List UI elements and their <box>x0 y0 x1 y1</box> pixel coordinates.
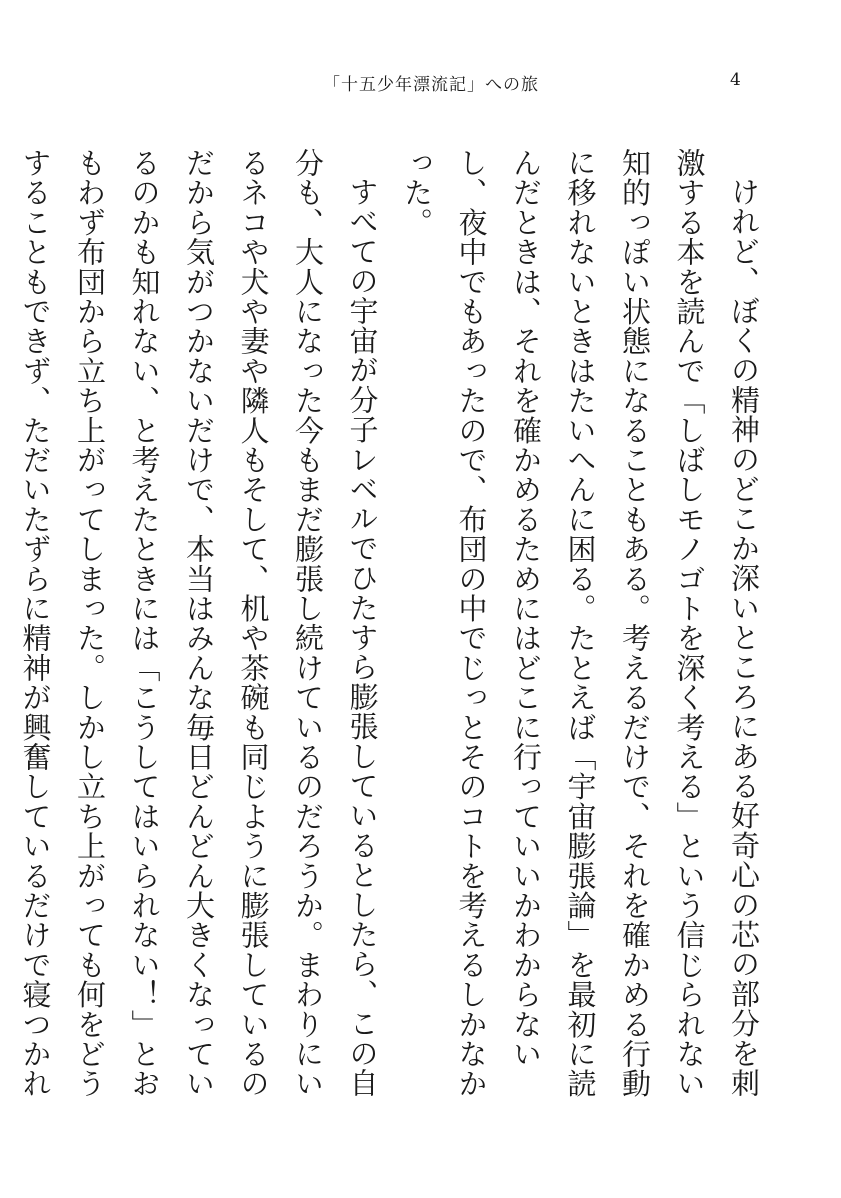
paragraph-1: けれど、ぼくの精神のどこか深いところにある好奇心の芯の部分を刺激する本を読んで「しばしモノゴトを深く考える」という信じられない知的っぽい状態になることもある。考えるだけで、それを確かめる行動に移れないときはたいへんに困る。たとえば「宇宙膨張論」を最初に読んだときは、それを確かめるためにはどこに行っていいかわからないし、夜中でもあったので、布団の中でじっとそのコトを考えるしかなかった。 <box>400 148 761 1099</box>
running-title: 「十五少年漂流記」への旅 <box>323 75 539 95</box>
body-text <box>0 148 771 1113</box>
paragraph-2: すべての宇宙が分子レベルでひたすら膨張しているとしたら、この自分も、大人になった今もまだ膨張し続けているのだろうか。まわりにいるネコや犬や妻や隣人もそして、机や茶碗も同じように膨張しているのだから気がつかないだけで、本当はみんな毎日どんどん大きくなっているのかも知れない、と考えたときには「こうしてはいられない！」とおもわず布団から立ち上がってしまった。しかし立ち上がっても何をどうすることもできず、ただいたずらに精神が興奮しているだけで寝つかれ <box>18 148 380 1099</box>
page-number: 4 <box>730 70 741 90</box>
page-header <box>0 70 841 100</box>
